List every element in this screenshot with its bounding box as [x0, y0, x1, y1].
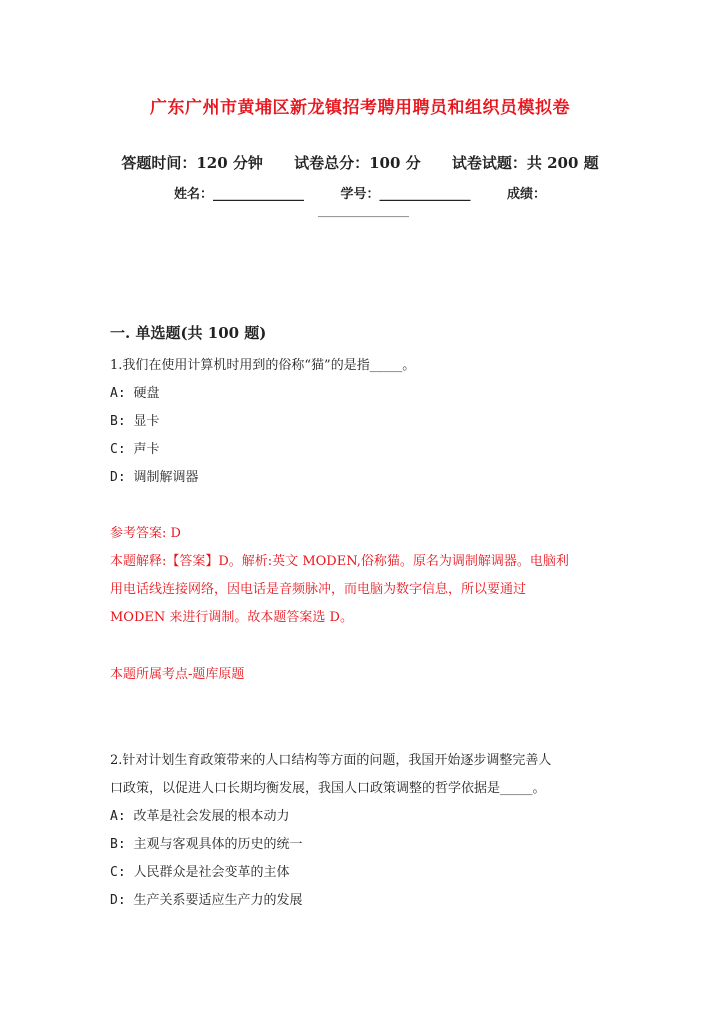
explanation-line: 本题解释:【答案】D。解析:英文 MODEN,俗称猫。原名为调制解调器。电脑利: [110, 554, 569, 569]
exam-meta: [0, 152, 720, 173]
student-fields: [0, 183, 720, 202]
section-heading: 一. 单选题(共 100 题): [110, 324, 267, 342]
explanation-line: MODEN 来进行调制。故本题答案选 D。: [110, 610, 353, 625]
name-field: 姓名：______________: [173, 187, 304, 202]
answer-block-1: [110, 520, 610, 632]
exam-time: 答题时间：120 分钟: [121, 154, 263, 172]
question-stem: 1.我们在使用计算机时用到的俗称“猫”的是指_____。: [110, 358, 416, 373]
question-2: [110, 747, 610, 915]
option-c: C: 声卡: [110, 442, 160, 457]
question-stem: 口政策，以促进人口长期均衡发展，我国人口政策调整的哲学依据是_____。: [110, 781, 546, 796]
option-d: D: 生产关系要适应生产力的发展: [110, 893, 303, 908]
reference-answer: 参考答案: D: [110, 526, 181, 541]
explanation-line: 用电话线连接网络，因电话是音频脉冲，而电脑为数字信息，所以要通过: [110, 582, 527, 597]
score-line: ______________: [318, 203, 409, 218]
score-field: 成绩：: [507, 187, 547, 202]
option-a: A: 硬盘: [110, 386, 160, 401]
exam-total-questions: 试卷试题：共 200 题: [451, 154, 599, 172]
question-stem: 2.针对计划生育政策带来的人口结构等方面的问题，我国开始逐步调整完善人: [110, 753, 552, 768]
question-1: [110, 352, 610, 492]
option-a: A: 改革是社会发展的根本动力: [110, 809, 290, 824]
question-topic: 本题所属考点-题库原题: [110, 667, 245, 682]
topic-line-1: [110, 661, 610, 689]
option-b: B: 主观与客观具体的历史的统一: [110, 837, 303, 852]
exam-total-score: 试卷总分：100 分: [294, 154, 421, 172]
option-c: C: 人民群众是社会变革的主体: [110, 865, 290, 880]
option-d: D: 调制解调器: [110, 470, 199, 485]
option-b: B: 显卡: [110, 414, 160, 429]
student-no-field: 学号：______________: [340, 187, 471, 202]
exam-title: 广东广州市黄埔区新龙镇招考聘用聘员和组织员模拟卷: [150, 98, 570, 118]
